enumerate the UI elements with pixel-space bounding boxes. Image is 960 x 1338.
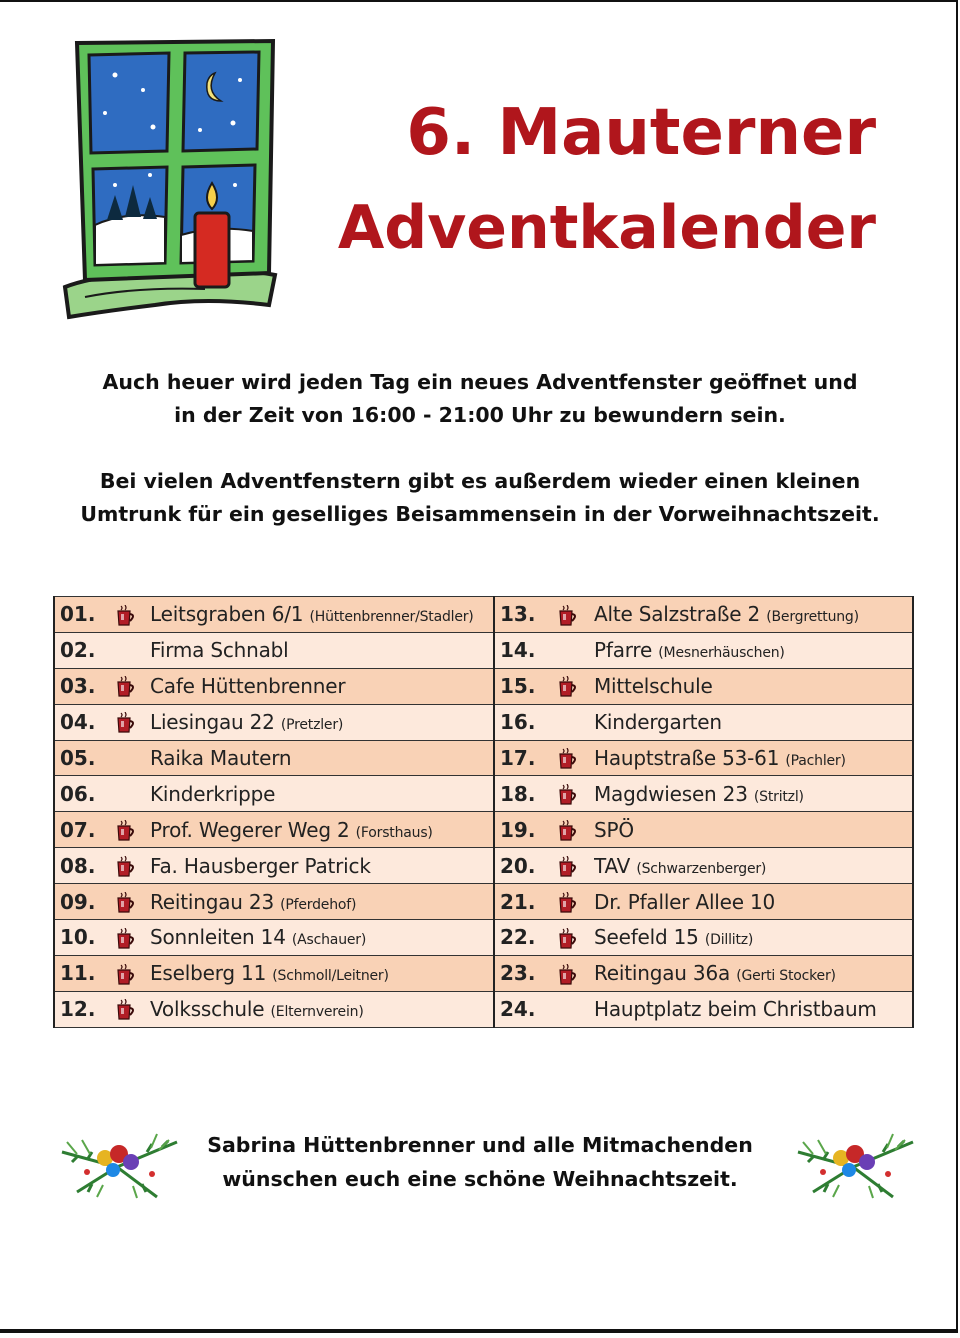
mulled-wine-mug-icon xyxy=(556,928,580,950)
calendar-row xyxy=(54,632,913,668)
location-note: (Pferdehof) xyxy=(280,896,357,913)
advent-calendar-table xyxy=(53,596,914,1028)
mug-cell xyxy=(102,776,150,812)
calendar-row xyxy=(54,884,913,920)
location-note: (Elternverein) xyxy=(270,1004,364,1021)
day-number: 14. xyxy=(494,632,542,668)
day-number: 13. xyxy=(494,597,542,633)
location-cell xyxy=(150,704,494,740)
day-number: 17. xyxy=(494,740,542,776)
intro-p2-line-1: Bei vielen Adventfenstern gibt es außerdem wieder einen kleinen xyxy=(99,469,861,493)
day-number: 11. xyxy=(54,955,102,991)
day-number: 12. xyxy=(54,991,102,1027)
location-cell xyxy=(594,776,913,812)
location-name: Reitingau 36a xyxy=(594,961,731,986)
day-number: 01. xyxy=(54,597,102,633)
day-number: 02. xyxy=(54,632,102,668)
day-number: 10. xyxy=(54,920,102,956)
page-title-line-2: Adventkalender xyxy=(337,193,876,263)
calendar-row xyxy=(54,812,913,848)
mug-cell xyxy=(542,955,594,991)
mulled-wine-mug-icon xyxy=(114,605,138,627)
location-cell xyxy=(594,955,913,991)
day-number: 19. xyxy=(494,812,542,848)
location-cell xyxy=(594,848,913,884)
mug-cell xyxy=(102,740,150,776)
location-name: Magdwiesen 23 xyxy=(594,781,748,806)
mug-cell xyxy=(542,884,594,920)
location-cell xyxy=(150,955,494,991)
day-number: 23. xyxy=(494,955,542,991)
location-name: Kindergarten xyxy=(594,710,722,735)
holly-ornament-icon xyxy=(57,1122,182,1207)
mulled-wine-mug-icon xyxy=(114,999,138,1021)
location-cell xyxy=(594,991,913,1027)
location-cell xyxy=(150,776,494,812)
mug-cell xyxy=(102,668,150,704)
mug-cell xyxy=(102,848,150,884)
location-note: (Stritzl) xyxy=(753,788,804,805)
day-number: 16. xyxy=(494,704,542,740)
location-cell xyxy=(150,668,494,704)
location-cell xyxy=(150,632,494,668)
location-name: Alte Salzstraße 2 xyxy=(594,602,761,627)
location-note: (Bergrettung) xyxy=(766,609,859,626)
calendar-row xyxy=(54,668,913,704)
location-name: TAV xyxy=(594,853,631,878)
mulled-wine-mug-icon xyxy=(556,748,580,770)
window-candle-icon xyxy=(55,35,280,330)
location-note: (Schmoll/Leitner) xyxy=(272,968,389,985)
location-note: (Gerti Stocker) xyxy=(736,968,836,985)
mug-cell xyxy=(542,848,594,884)
mulled-wine-mug-icon xyxy=(556,964,580,986)
location-cell xyxy=(594,704,913,740)
day-number: 18. xyxy=(494,776,542,812)
location-cell xyxy=(594,668,913,704)
location-cell xyxy=(150,812,494,848)
location-name: Mittelschule xyxy=(594,674,713,699)
mulled-wine-mug-icon xyxy=(556,820,580,842)
mug-cell xyxy=(542,991,594,1027)
calendar-row xyxy=(54,597,913,633)
footer-line-1: Sabrina Hüttenbrenner und alle Mitmachenden xyxy=(207,1133,753,1157)
mug-cell xyxy=(102,812,150,848)
location-name: Leitsgraben 6/1 xyxy=(150,602,304,627)
intro-p2-line-2: Umtrunk für ein geselliges Beisammensein in der Vorweihnachtszeit. xyxy=(80,502,880,526)
day-number: 08. xyxy=(54,848,102,884)
calendar-row xyxy=(54,920,913,956)
location-cell xyxy=(150,597,494,633)
location-name: Liesingau 22 xyxy=(150,710,275,735)
location-name: Prof. Wegerer Weg 2 xyxy=(150,817,350,842)
mug-cell xyxy=(102,632,150,668)
mug-cell xyxy=(542,776,594,812)
calendar-row xyxy=(54,955,913,991)
location-name: Pfarre xyxy=(594,638,653,663)
location-note: (Pachler) xyxy=(785,753,846,769)
mulled-wine-mug-icon xyxy=(114,928,138,950)
location-name: Hauptstraße 53-61 xyxy=(594,746,780,770)
day-number: 03. xyxy=(54,668,102,704)
footer-greeting xyxy=(180,1128,780,1196)
day-number: 21. xyxy=(494,884,542,920)
mulled-wine-mug-icon xyxy=(114,712,138,734)
location-cell xyxy=(150,884,494,920)
mulled-wine-mug-icon xyxy=(556,892,580,914)
mulled-wine-mug-icon xyxy=(556,856,580,878)
location-cell xyxy=(594,920,913,956)
mug-cell xyxy=(542,812,594,848)
location-note: (Hüttenbrenner/Stadler) xyxy=(309,609,474,626)
location-note: (Forsthaus) xyxy=(355,824,433,841)
location-name: Kinderkrippe xyxy=(150,781,276,806)
page-title-line-1: 6. Mauterner xyxy=(406,96,876,170)
location-cell xyxy=(150,740,494,776)
mug-cell xyxy=(542,632,594,668)
mulled-wine-mug-icon xyxy=(556,605,580,627)
mug-cell xyxy=(102,884,150,920)
location-cell xyxy=(594,812,913,848)
day-number: 22. xyxy=(494,920,542,956)
location-cell xyxy=(594,597,913,633)
calendar-row xyxy=(54,776,913,812)
location-name: SPÖ xyxy=(594,817,634,842)
location-name: Eselberg 11 xyxy=(150,961,267,986)
mug-cell xyxy=(542,597,594,633)
intro-p1-line-2: in der Zeit von 16:00 - 21:00 Uhr zu bewundern sein. xyxy=(174,403,786,427)
intro-paragraph-2 xyxy=(0,465,960,531)
mulled-wine-mug-icon xyxy=(114,892,138,914)
location-note: (Pretzler) xyxy=(280,717,344,734)
footer-line-2: wünschen euch eine schöne Weihnachtszeit. xyxy=(222,1167,738,1191)
day-number: 06. xyxy=(54,776,102,812)
mulled-wine-mug-icon xyxy=(556,676,580,698)
location-cell xyxy=(594,632,913,668)
location-name: Fa. Hausberger Patrick xyxy=(150,853,371,878)
mug-cell xyxy=(102,920,150,956)
mulled-wine-mug-icon xyxy=(114,820,138,842)
location-name: Seefeld 15 xyxy=(594,925,699,950)
mug-cell xyxy=(102,597,150,633)
day-number: 24. xyxy=(494,991,542,1027)
calendar-row xyxy=(54,740,913,776)
day-number: 09. xyxy=(54,884,102,920)
mug-cell xyxy=(102,991,150,1027)
location-note: (Mesnerhäuschen) xyxy=(658,645,785,662)
location-cell xyxy=(150,848,494,884)
location-cell xyxy=(150,991,494,1027)
location-name: Volksschule xyxy=(150,997,265,1022)
location-cell xyxy=(594,884,913,920)
location-note: (Schwarzenberger) xyxy=(636,860,767,877)
mulled-wine-mug-icon xyxy=(114,964,138,986)
mug-cell xyxy=(542,704,594,740)
mulled-wine-mug-icon xyxy=(114,856,138,878)
location-name: Sonnleiten 14 xyxy=(150,925,286,950)
location-cell xyxy=(594,740,913,776)
location-note: (Aschauer) xyxy=(291,932,367,949)
mug-cell xyxy=(542,920,594,956)
mulled-wine-mug-icon xyxy=(556,784,580,806)
day-number: 20. xyxy=(494,848,542,884)
mug-cell xyxy=(542,740,594,776)
location-name: Reitingau 23 xyxy=(150,889,274,914)
calendar-row xyxy=(54,704,913,740)
day-number: 04. xyxy=(54,704,102,740)
location-cell xyxy=(150,920,494,956)
location-name: Firma Schnabl xyxy=(150,638,289,663)
holly-ornament-icon xyxy=(793,1122,918,1207)
location-name: Raika Mautern xyxy=(150,746,292,770)
location-note: (Dillitz) xyxy=(704,932,754,949)
mulled-wine-mug-icon xyxy=(114,676,138,698)
calendar-row xyxy=(54,848,913,884)
intro-paragraph-1 xyxy=(0,366,960,432)
mug-cell xyxy=(102,955,150,991)
day-number: 07. xyxy=(54,812,102,848)
mug-cell xyxy=(102,704,150,740)
day-number: 05. xyxy=(54,740,102,776)
day-number: 15. xyxy=(494,668,542,704)
mug-cell xyxy=(542,668,594,704)
calendar-row xyxy=(54,991,913,1027)
location-name: Cafe Hüttenbrenner xyxy=(150,674,346,699)
location-name: Dr. Pfaller Allee 10 xyxy=(594,889,776,914)
location-name: Hauptplatz beim Christbaum xyxy=(594,997,877,1022)
intro-p1-line-1: Auch heuer wird jeden Tag ein neues Adventfenster geöffnet und xyxy=(102,370,858,394)
